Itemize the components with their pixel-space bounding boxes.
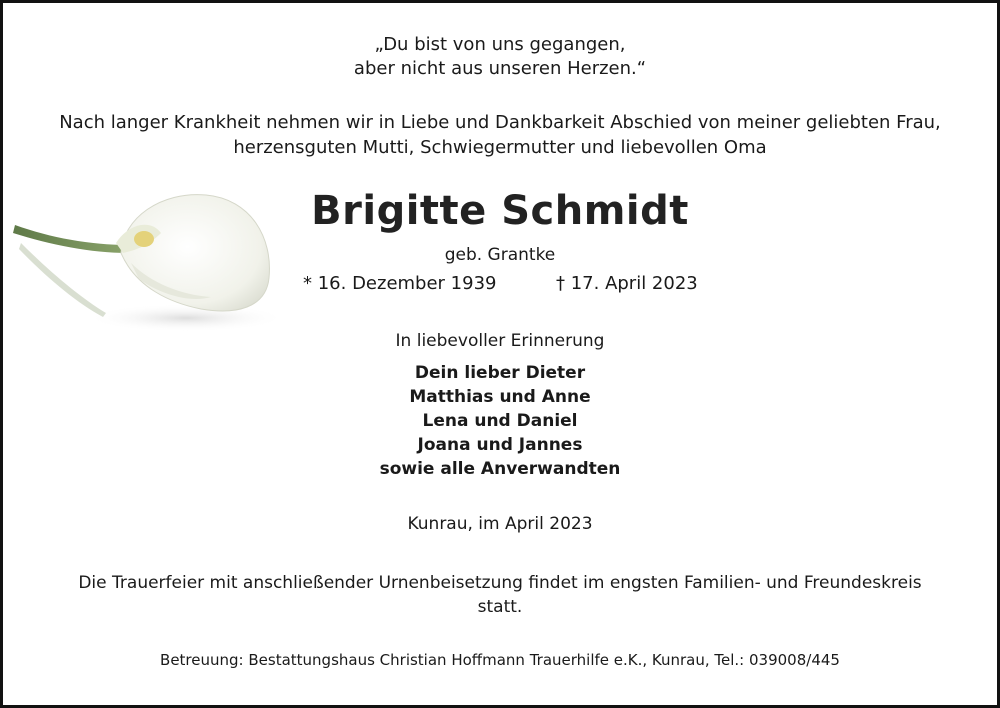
quote-line-1: „Du bist von uns gegangen, — [374, 34, 626, 55]
funeral-home-info: Betreuung: Bestattungshaus Christian Hoffmann Trauerhilfe e.K., Kunrau, Tel.: 039008/445 — [160, 651, 840, 669]
family-list — [3, 361, 997, 481]
intro-text — [3, 110, 997, 160]
family-member: Lena und Daniel — [422, 411, 578, 431]
family-member: Matthias und Anne — [409, 387, 591, 407]
quote-line-2: aber nicht aus unseren Herzen.“ — [353, 58, 647, 79]
memory-label: In liebevoller Erinnerung — [395, 331, 605, 351]
deceased-name: Brigitte Schmidt — [311, 188, 689, 234]
service-line-1: Die Trauerfeier mit anschließender Urnenbeisetzung findet im engsten Familien- und Freundeskreis — [78, 573, 922, 593]
death-date: † 17. April 2023 — [556, 273, 698, 294]
service-line-2: statt. — [477, 597, 523, 617]
maiden-name: geb. Grantke — [444, 245, 556, 265]
quote — [3, 33, 997, 81]
family-member: sowie alle Anverwandten — [379, 459, 621, 479]
service-notice — [3, 571, 997, 619]
birth-date: * 16. Dezember 1939 — [303, 273, 497, 294]
place-date: Kunrau, im April 2023 — [407, 514, 593, 534]
intro-line-1: Nach langer Krankheit nehmen wir in Liebe und Dankbarkeit Abschied von meiner geliebten Frau, — [59, 112, 941, 133]
intro-line-2: herzensguten Mutti, Schwiegermutter und liebevollen Oma — [233, 137, 767, 158]
family-member: Joana und Jannes — [417, 435, 583, 455]
family-member: Dein lieber Dieter — [414, 363, 586, 383]
